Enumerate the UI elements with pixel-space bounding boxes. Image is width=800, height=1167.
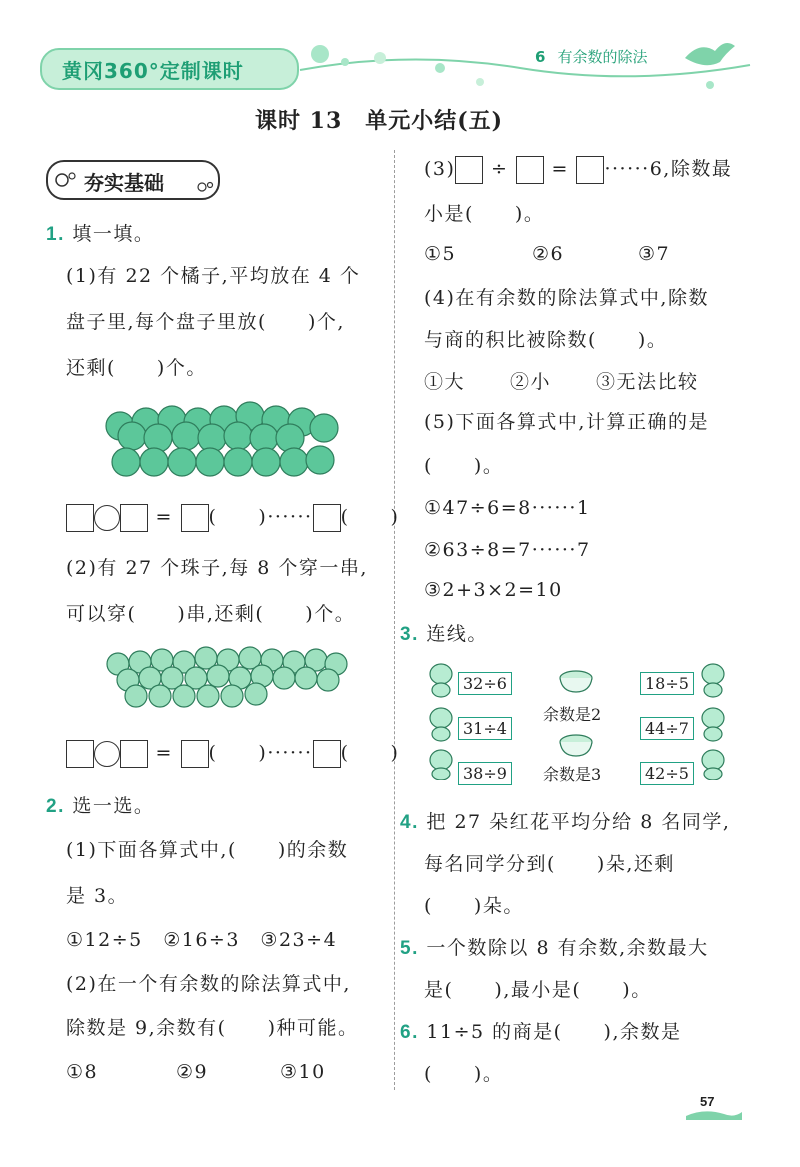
q2-p1-line2: 是 3。 [66,885,129,907]
dog-icons-left [424,660,458,780]
oranges-illustration [98,398,348,482]
bird-icon [680,36,740,72]
operator-circle[interactable] [94,741,120,767]
q4-line2: 每名同学分到( )朵,还剩 [424,853,675,875]
match-left-3[interactable]: 38÷9 [458,762,512,785]
page-number: 57 [700,1094,715,1109]
match-left-1[interactable]: 32÷6 [458,672,512,695]
q2-p4-line1: (4)在有余数的除法算式中,除数 [424,287,709,309]
q2-p5-line2: ( )。 [424,455,504,477]
operator-circle[interactable] [94,505,120,531]
q2-p1-options: ①12÷5 ②16÷3 ③23÷4 [66,929,338,951]
answer-box[interactable] [455,156,483,184]
answer-box[interactable] [576,156,604,184]
q2-p5-option-1: ①47÷6=8······1 [424,497,591,519]
q2-p1-line1: (1)下面各算式中,( )的余数 [66,839,349,861]
q2-p4-option-1: ①大 [424,371,466,393]
dog-icons-right [696,660,730,780]
q6-line1: 6. 11÷5 的商是( ),余数是 [400,1021,682,1043]
match-middle-1[interactable]: 余数是2 [543,705,602,724]
q3-heading: 3. 连线。 [400,623,488,645]
q5-line1: 5. 一个数除以 8 有余数,余数最大 [400,937,709,959]
column-divider [394,150,395,1090]
q1-equation-2: = ( )······ ( ) [66,740,399,768]
q5-line2: 是( ),最小是( )。 [424,979,652,1001]
q1-p1-line1: (1)有 22 个橘子,平均放在 4 个 [66,265,361,287]
q1-p2-line2: 可以穿( )串,还剩( )个。 [66,603,356,625]
q2-p3-line2: 小是( )。 [424,203,545,225]
q2-p2-line1: (2)在一个有余数的除法算式中, [66,973,351,995]
q6-line2: ( )。 [424,1063,504,1085]
match-right-3[interactable]: 42÷5 [640,762,694,785]
q2-p3-option-2: ②6 [532,243,565,265]
answer-box[interactable] [181,504,209,532]
q2-heading: 2. 选一选。 [46,795,155,817]
q1-equation-1: = ( )······ ( ) [66,504,399,532]
q2-p2-option-3: ③10 [280,1061,326,1083]
q2-p5-option-3: ③2+3×2=10 [424,579,563,601]
q2-p3-option-3: ③7 [638,243,671,265]
q2-p4-line2: 与商的积比被除数( )。 [424,329,668,351]
section-title: 夯实基础 [84,171,164,195]
q1-p1-line2: 盘子里,每个盘子里放( )个, [66,311,345,333]
answer-box[interactable] [516,156,544,184]
q2-p3-option-1: ①5 [424,243,457,265]
q4-line1: 4. 把 27 朵红花平均分给 8 名同学, [400,811,731,833]
q2-p2-option-1: ①8 [66,1061,99,1083]
answer-box[interactable] [66,504,94,532]
q2-p5-option-2: ②63÷8=7······7 [424,539,591,561]
bowl-icon [556,732,596,760]
match-left-2[interactable]: 31÷4 [458,717,512,740]
q2-p2-option-2: ②9 [176,1061,209,1083]
q2-p2-line2: 除数是 9,余数有( )种可能。 [66,1017,359,1039]
match-middle-2[interactable]: 余数是3 [543,765,602,784]
q1-heading: 1. 填一填。 [46,223,155,245]
answer-box[interactable] [120,740,148,768]
brand-title: 黄冈360°定制课时 [62,59,244,83]
bowl-icon [556,668,596,696]
answer-box[interactable] [313,740,341,768]
answer-box[interactable] [120,504,148,532]
answer-box[interactable] [66,740,94,768]
section-header [46,160,220,200]
q1-p2-line1: (2)有 27 个珠子,每 8 个穿一串, [66,557,368,579]
answer-box[interactable] [181,740,209,768]
answer-box[interactable] [313,504,341,532]
q4-line3: ( )朵。 [424,895,524,917]
lesson-title: 课时 13 单元小结(五) [255,108,504,134]
q2-p3-line1: (3) ÷ = ······6,除数最 [424,156,732,184]
match-right-1[interactable]: 18÷5 [640,672,694,695]
match-right-2[interactable]: 44÷7 [640,717,694,740]
beads-illustration [100,644,350,712]
q1-p1-line3: 还剩( )个。 [66,357,207,379]
chapter-label: 6 有余数的除法 [535,48,648,66]
q2-p4-option-2: ②小 [510,371,552,393]
q2-p5-line1: (5)下面各算式中,计算正确的是 [424,411,709,433]
q2-p4-option-3: ③无法比较 [596,371,699,393]
